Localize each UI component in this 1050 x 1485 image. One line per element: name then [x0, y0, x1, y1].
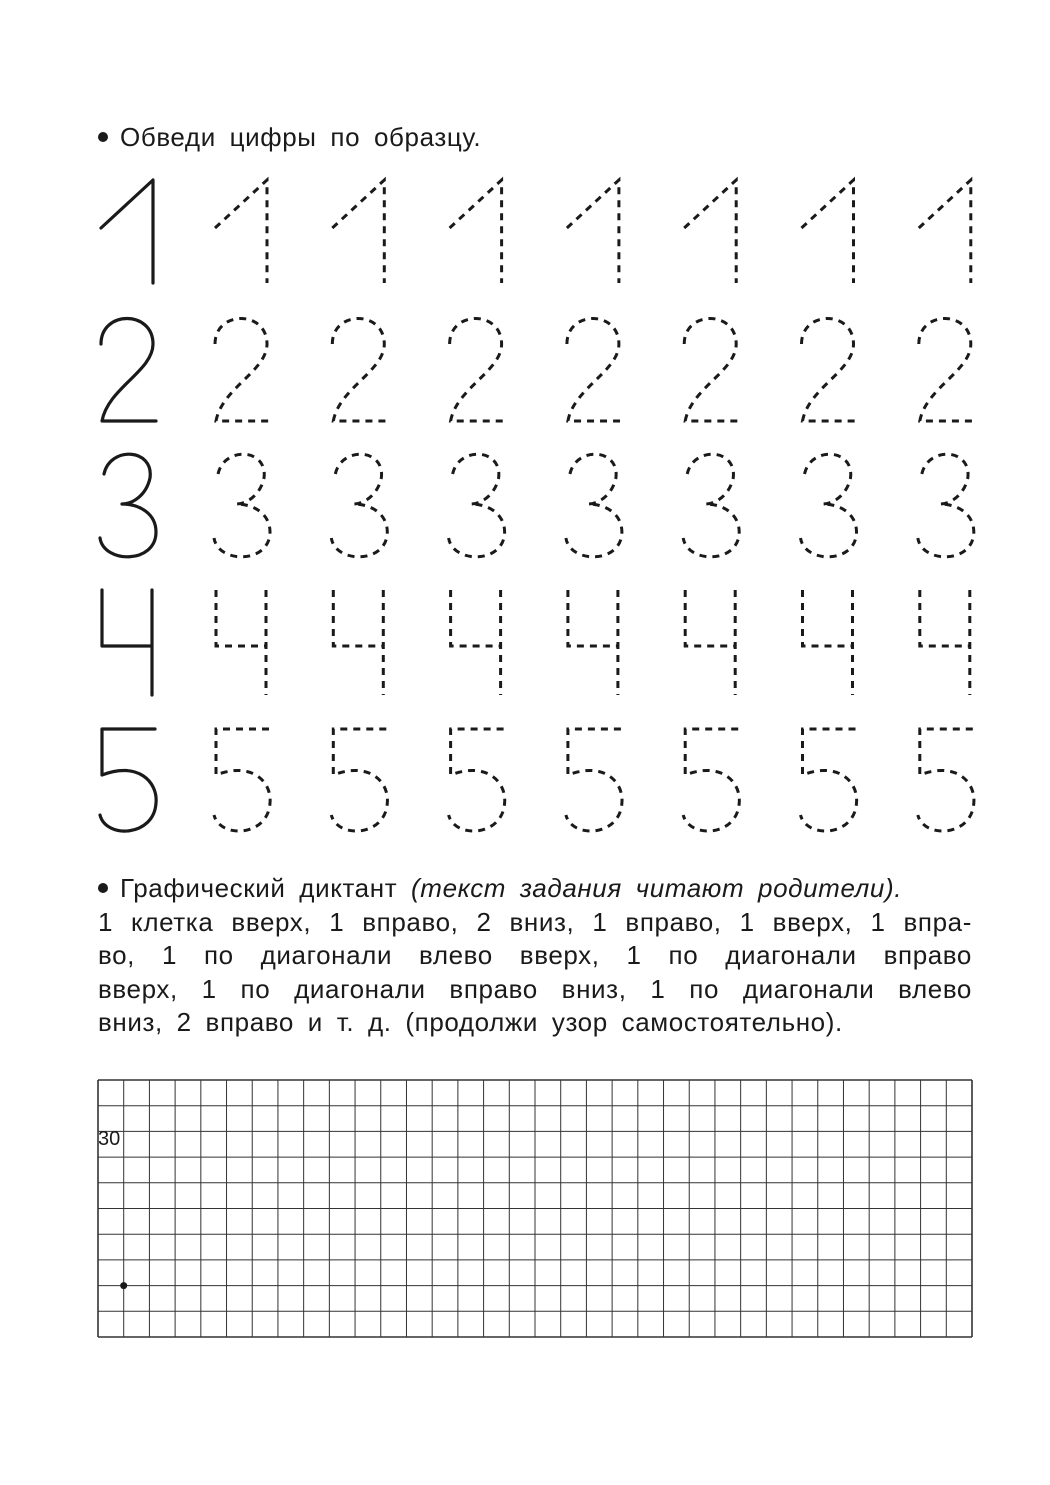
trace-digit-3[interactable]	[331, 454, 387, 557]
trace-digit-4[interactable]	[216, 590, 266, 695]
trace-digit-4[interactable]	[451, 590, 501, 695]
bullet-icon	[98, 883, 108, 893]
model-digit-4	[102, 590, 152, 695]
trace-digit-2[interactable]	[215, 319, 270, 422]
trace-digit-1[interactable]	[332, 180, 384, 283]
trace-digit-2[interactable]	[919, 319, 974, 422]
page-number: 30	[98, 1128, 121, 1150]
trace-digit-4[interactable]	[333, 590, 383, 695]
dictation-line: вниз, 2 вправо и т. д. (продолжи узор самостоятельно).	[98, 1007, 843, 1037]
model-digit-3	[100, 454, 156, 557]
dictation-line: 1 клетка вверх, 1 вправо, 2 вниз, 1 вправо, 1 вверх, 1 впра-	[98, 906, 972, 937]
start-point-dot	[120, 1282, 127, 1289]
task-2-note: (текст задания читают родители).	[411, 873, 903, 903]
trace-digit-3[interactable]	[918, 454, 974, 557]
trace-digit-3[interactable]	[683, 454, 739, 557]
trace-digit-5[interactable]	[331, 729, 387, 831]
trace-digit-5[interactable]	[683, 729, 739, 831]
dictation-line: вверх, 1 по диагонали вправо вниз, 1 по диагонали влево	[98, 973, 972, 1004]
trace-digit-2[interactable]	[684, 319, 739, 422]
task-2-dictation-text	[98, 906, 972, 1040]
trace-digit-4[interactable]	[803, 590, 853, 695]
task-1-text: Обведи цифры по образцу.	[120, 122, 482, 152]
trace-digit-5[interactable]	[801, 729, 857, 831]
task-2-block	[98, 872, 972, 1040]
trace-digit-3[interactable]	[566, 454, 622, 557]
trace-digit-2[interactable]	[450, 319, 505, 422]
trace-digit-5[interactable]	[566, 729, 622, 831]
trace-digit-1[interactable]	[450, 180, 502, 283]
trace-digit-1[interactable]	[684, 180, 736, 283]
trace-digit-2[interactable]	[567, 319, 622, 422]
trace-digit-4[interactable]	[685, 590, 735, 695]
task-2-heading	[98, 872, 972, 906]
trace-digit-1[interactable]	[919, 180, 971, 283]
trace-digit-5[interactable]	[918, 729, 974, 831]
trace-digit-2[interactable]	[332, 319, 387, 422]
trace-digit-3[interactable]	[449, 454, 505, 557]
trace-digit-5[interactable]	[449, 729, 505, 831]
trace-digit-1[interactable]	[215, 180, 267, 283]
trace-digit-3[interactable]	[801, 454, 857, 557]
trace-digit-4[interactable]	[568, 590, 618, 695]
model-digit-5	[100, 729, 156, 831]
dictation-line: во, 1 по диагонали влево вверх, 1 по диагонали вправо	[98, 940, 972, 970]
trace-digit-3[interactable]	[214, 454, 270, 557]
trace-digit-2[interactable]	[802, 319, 857, 422]
trace-digit-5[interactable]	[214, 729, 270, 831]
trace-digit-4[interactable]	[920, 590, 970, 695]
model-digit-1	[101, 180, 153, 283]
trace-digit-1[interactable]	[802, 180, 854, 283]
model-digit-2	[101, 319, 156, 422]
trace-digit-1[interactable]	[567, 180, 619, 283]
task-2-title: Графический диктант	[120, 873, 398, 903]
